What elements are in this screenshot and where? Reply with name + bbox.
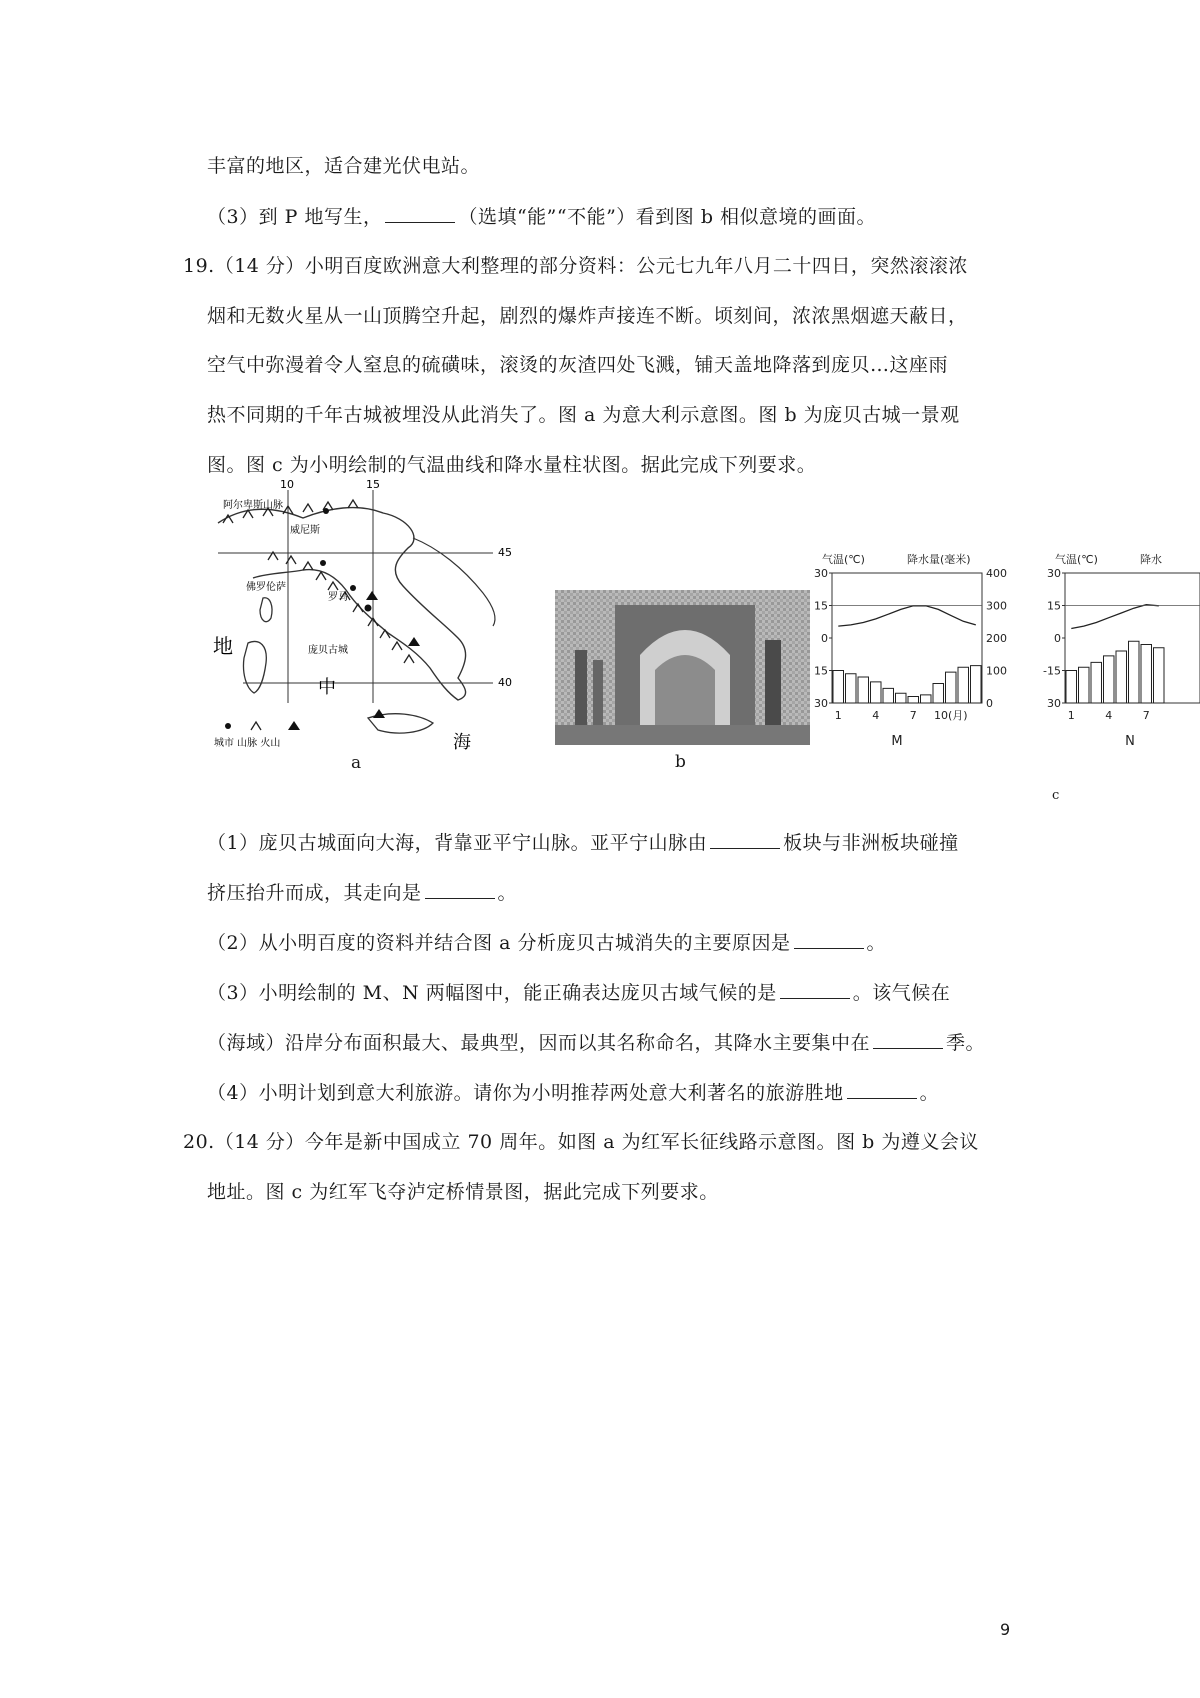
- x-tick-label: 7: [909, 709, 917, 722]
- chart-ylabel: 气温(℃): [822, 553, 865, 566]
- precip-tick-label: 400: [986, 567, 1007, 580]
- text: 。: [866, 932, 887, 954]
- text: 季。: [946, 1032, 986, 1054]
- x-tick-label: 7: [1142, 709, 1150, 722]
- precip-bar: [883, 688, 894, 703]
- precip-bar: [971, 666, 982, 703]
- precip-tick-label: 100: [986, 664, 1007, 678]
- temperature-curve: [838, 606, 976, 626]
- climate-charts-svg: [814, 548, 1200, 808]
- x-tick-label: 1: [1067, 709, 1075, 722]
- text: （1）庞贝古城面向大海，背靠亚平宁山脉。亚平宁山脉由: [207, 832, 708, 854]
- figure-b-caption: b: [675, 752, 686, 772]
- temp-tick-label: 30: [1047, 697, 1061, 710]
- temp-tick-label: 15: [814, 664, 828, 678]
- text: （3）小明绘制的 M、N 两幅图中，能正确表达庞贝古域气候的是: [207, 982, 777, 1004]
- text: （选填“能”“不能”）看到图 b 相似意境的画面。: [458, 206, 877, 228]
- precip-bar: [1104, 656, 1115, 703]
- text: 。: [919, 1082, 940, 1104]
- answer-blank[interactable]: [385, 204, 455, 223]
- figure-c-charts: [814, 548, 1200, 808]
- text: （3）到 P 地写生，: [207, 206, 383, 228]
- figure-a-map: [208, 478, 538, 778]
- map-label: 威尼斯: [290, 525, 320, 536]
- x-tick-label: 4: [872, 709, 880, 722]
- chart-frame: [1065, 573, 1200, 703]
- page-number: 9: [1000, 1620, 1011, 1639]
- question-20-line: 地址。图 c 为红军飞夺泸定桥情景图，据此完成下列要求。: [207, 1181, 719, 1203]
- chart-y2label: 降水: [1140, 553, 1162, 566]
- question-19-line: 烟和无数火星从一山顶腾空升起，剧烈的爆炸声接连不断。顷刻间，浓浓黑烟遮天蔽日，: [207, 305, 968, 327]
- subquestion-1-line: [207, 830, 959, 855]
- precip-bar: [1116, 651, 1127, 703]
- longitude-15: 15: [366, 478, 380, 491]
- temperature-curve: [1071, 605, 1159, 629]
- figure-a-caption: a: [351, 753, 362, 773]
- subquestion-3-line: [207, 980, 950, 1005]
- text: 挤压抬升而成，其走向是: [207, 882, 422, 904]
- precip-bar: [1141, 645, 1152, 704]
- precip-tick-label: 0: [986, 697, 993, 710]
- precip-bar: [858, 677, 869, 703]
- chart-ylabel: 气温(℃): [1055, 553, 1098, 566]
- map-label: 佛罗伦萨: [246, 582, 286, 593]
- temp-tick-label: 0: [1054, 632, 1061, 645]
- x-tick-label: 4: [1105, 709, 1113, 722]
- answer-blank[interactable]: [794, 930, 864, 949]
- precip-tick-label: 300: [986, 599, 1007, 613]
- question-19-line: 图。图 c 为小明绘制的气温曲线和降水量柱状图。据此完成下列要求。: [207, 454, 817, 476]
- answer-blank[interactable]: [873, 1030, 943, 1049]
- precip-bar: [946, 672, 957, 703]
- answer-blank[interactable]: [425, 880, 495, 899]
- text: （海域）沿岸分布面积最大、最典型，因而以其名称命名，其降水主要集中在: [207, 1032, 871, 1054]
- sea-label: 地: [213, 634, 233, 658]
- subquestion-1-line: [207, 880, 517, 905]
- temp-tick-label: 30: [814, 697, 828, 710]
- longitude-10: 10: [280, 478, 294, 491]
- precip-bar: [1129, 641, 1140, 703]
- temp-tick-label: 15: [1047, 599, 1061, 613]
- question-19-line: 空气中弥漫着令人窒息的硫磺味，滚烫的灰渣四处飞溅，铺天盖地降落到庞贝…这座雨: [207, 354, 949, 376]
- question-20-line: 20.（14 分）今年是新中国成立 70 周年。如图 a 为红军长征线路示意图。图 b 为遵义会议: [183, 1131, 979, 1153]
- precip-bar: [1066, 671, 1077, 704]
- temp-tick-label: 0: [821, 632, 828, 645]
- precip-bar: [896, 693, 907, 703]
- precip-bar: [833, 671, 844, 704]
- chart-frame: [832, 573, 982, 703]
- precip-bar: [846, 674, 857, 703]
- question-19-line: 热不同期的千年古城被埋没从此消失了。图 a 为意大利示意图。图 b 为庞贝古城一景观: [207, 404, 960, 426]
- answer-blank[interactable]: [710, 830, 780, 849]
- text: 。: [497, 882, 518, 904]
- x-tick-label: 10(月): [933, 709, 968, 722]
- answer-blank[interactable]: [780, 980, 850, 999]
- map-label: 庞贝古城: [308, 645, 348, 656]
- precip-bar: [921, 695, 932, 703]
- temp-tick-label: 30: [1047, 567, 1061, 580]
- chart-y2label: 降水量(毫米): [907, 553, 971, 566]
- latitude-40: 40: [498, 676, 512, 689]
- question-3-line: [207, 204, 876, 229]
- x-tick-label: 1: [834, 709, 842, 722]
- map-label: 阿尔卑斯山脉: [223, 500, 283, 511]
- chart-title: M: [891, 734, 903, 749]
- temp-tick-label: 15: [814, 599, 828, 613]
- subquestion-3-line: [207, 1030, 985, 1055]
- subquestion-4-line: [207, 1080, 939, 1105]
- precip-bar: [933, 684, 944, 704]
- temp-tick-label: 30: [814, 567, 828, 580]
- text: 板块与非洲板块碰撞: [783, 832, 959, 854]
- precip-tick-label: 200: [986, 632, 1007, 645]
- text: 。该气候在: [852, 982, 951, 1004]
- temp-tick-label: -15: [1043, 664, 1061, 678]
- chart-title: N: [1125, 734, 1135, 749]
- figure-c-caption: c: [1052, 788, 1060, 803]
- precip-bar: [1091, 662, 1102, 703]
- precip-bar: [908, 697, 919, 704]
- subquestion-2-line: [207, 930, 886, 955]
- precip-bar: [871, 682, 882, 703]
- text-line: 丰富的地区，适合建光伏电站。: [207, 155, 481, 177]
- precip-bar: [1154, 648, 1165, 703]
- map-label: 罗马: [328, 592, 348, 603]
- sea-label: 海: [453, 732, 471, 753]
- precip-bar: [958, 667, 969, 703]
- text: （2）从小明百度的资料并结合图 a 分析庞贝古城消失的主要原因是: [207, 932, 791, 954]
- precip-bar: [1079, 667, 1090, 703]
- answer-blank[interactable]: [847, 1080, 917, 1099]
- figure-b-photo: [555, 590, 810, 780]
- map-legend: 城市 山脉 火山: [214, 738, 281, 749]
- sea-label: 中: [318, 677, 336, 698]
- latitude-45: 45: [498, 546, 512, 559]
- question-19-line: 19.（14 分）小明百度欧洲意大利整理的部分资料：公元七九年八月二十四日，突然滚滚浓: [183, 255, 968, 277]
- text: （4）小明计划到意大利旅游。请你为小明推荐两处意大利著名的旅游胜地: [207, 1082, 844, 1104]
